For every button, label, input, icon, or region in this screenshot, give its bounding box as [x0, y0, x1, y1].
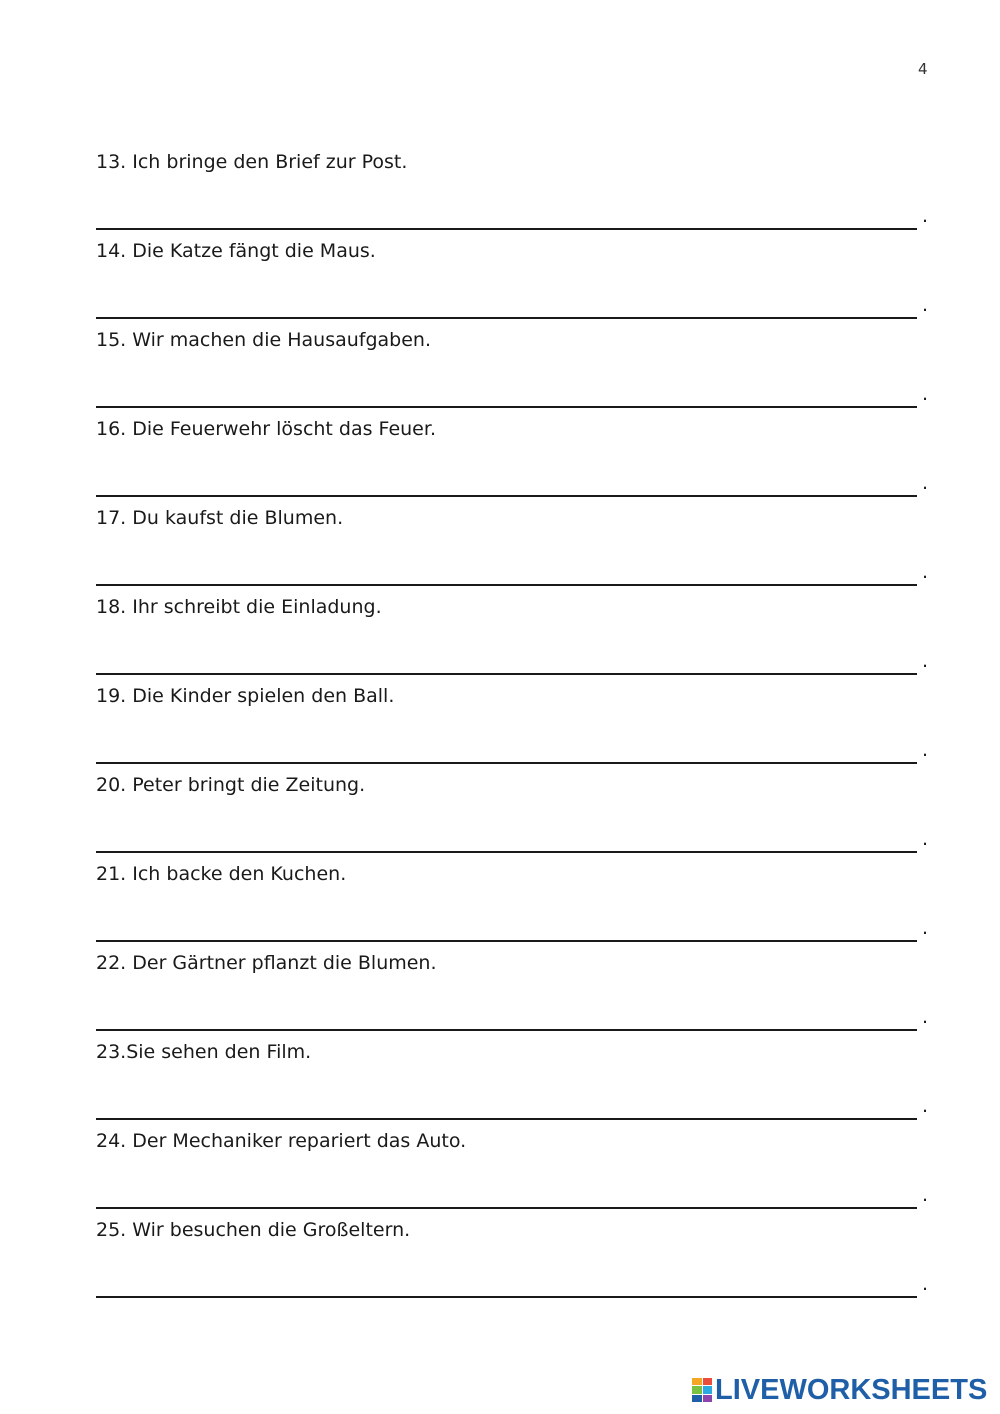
exercise-item: [96, 773, 946, 862]
answer-field[interactable]: [96, 740, 917, 764]
exercise-sentence: 13. Ich bringe den Brief zur Post.: [96, 151, 408, 173]
liveworksheets-grid-icon: [692, 1378, 712, 1402]
exercise-sentence: 17. Du kaufst die Blumen.: [96, 507, 344, 529]
answer-field[interactable]: [96, 829, 917, 853]
exercise-sentence: 20. Peter bringt die Zeitung.: [96, 774, 366, 796]
sentence-period: .: [922, 828, 929, 850]
exercise-sentence: 14. Die Katze fängt die Maus.: [96, 240, 376, 262]
answer-field[interactable]: [96, 1274, 917, 1298]
exercise-sentence: 15. Wir machen die Hausaufgaben.: [96, 329, 432, 351]
sentence-period: .: [922, 294, 929, 316]
exercise-item: [96, 239, 946, 328]
sentence-period: .: [922, 650, 929, 672]
exercise-item: [96, 951, 946, 1040]
answer-field[interactable]: [96, 1185, 917, 1209]
answer-field[interactable]: [96, 1096, 917, 1120]
answer-field[interactable]: [96, 206, 917, 230]
exercise-sentence: 19. Die Kinder spielen den Ball.: [96, 685, 395, 707]
sentence-period: .: [922, 1095, 929, 1117]
exercise-sentence: 16. Die Feuerwehr löscht das Feuer.: [96, 418, 436, 440]
exercise-item: [96, 1129, 946, 1218]
exercise-item: [96, 328, 946, 417]
exercise-sentence: 23.Sie sehen den Film.: [96, 1041, 312, 1063]
exercise-sentence: 21. Ich backe den Kuchen.: [96, 863, 347, 885]
answer-field[interactable]: [96, 384, 917, 408]
sentence-period: .: [922, 739, 929, 761]
page-number: 4: [918, 60, 928, 78]
sentence-period: .: [922, 472, 929, 494]
sentence-period: .: [922, 917, 929, 939]
exercise-item: [96, 1218, 946, 1307]
logo-text: LIVEWORKSHEETS: [715, 1373, 988, 1406]
exercise-item: [96, 862, 946, 951]
exercise-item: [96, 506, 946, 595]
liveworksheets-logo: [692, 1373, 987, 1407]
sentence-period: .: [922, 1273, 929, 1295]
exercise-item: [96, 684, 946, 773]
answer-field[interactable]: [96, 1007, 917, 1031]
answer-field[interactable]: [96, 562, 917, 586]
exercise-sentence: 24. Der Mechaniker repariert das Auto.: [96, 1130, 467, 1152]
answer-field[interactable]: [96, 918, 917, 942]
answer-field[interactable]: [96, 473, 917, 497]
exercise-item: [96, 595, 946, 684]
answer-field[interactable]: [96, 295, 917, 319]
sentence-period: .: [922, 205, 929, 227]
exercise-sentence: 18. Ihr schreibt die Einladung.: [96, 596, 382, 618]
sentence-period: .: [922, 1006, 929, 1028]
answer-field[interactable]: [96, 651, 917, 675]
exercise-sentence: 22. Der Gärtner pflanzt die Blumen.: [96, 952, 437, 974]
exercise-sentence: 25. Wir besuchen die Großeltern.: [96, 1219, 411, 1241]
sentence-period: .: [922, 383, 929, 405]
exercise-item: [96, 417, 946, 506]
sentence-period: .: [922, 561, 929, 583]
exercise-item: [96, 150, 946, 239]
sentence-period: .: [922, 1184, 929, 1206]
exercise-item: [96, 1040, 946, 1129]
